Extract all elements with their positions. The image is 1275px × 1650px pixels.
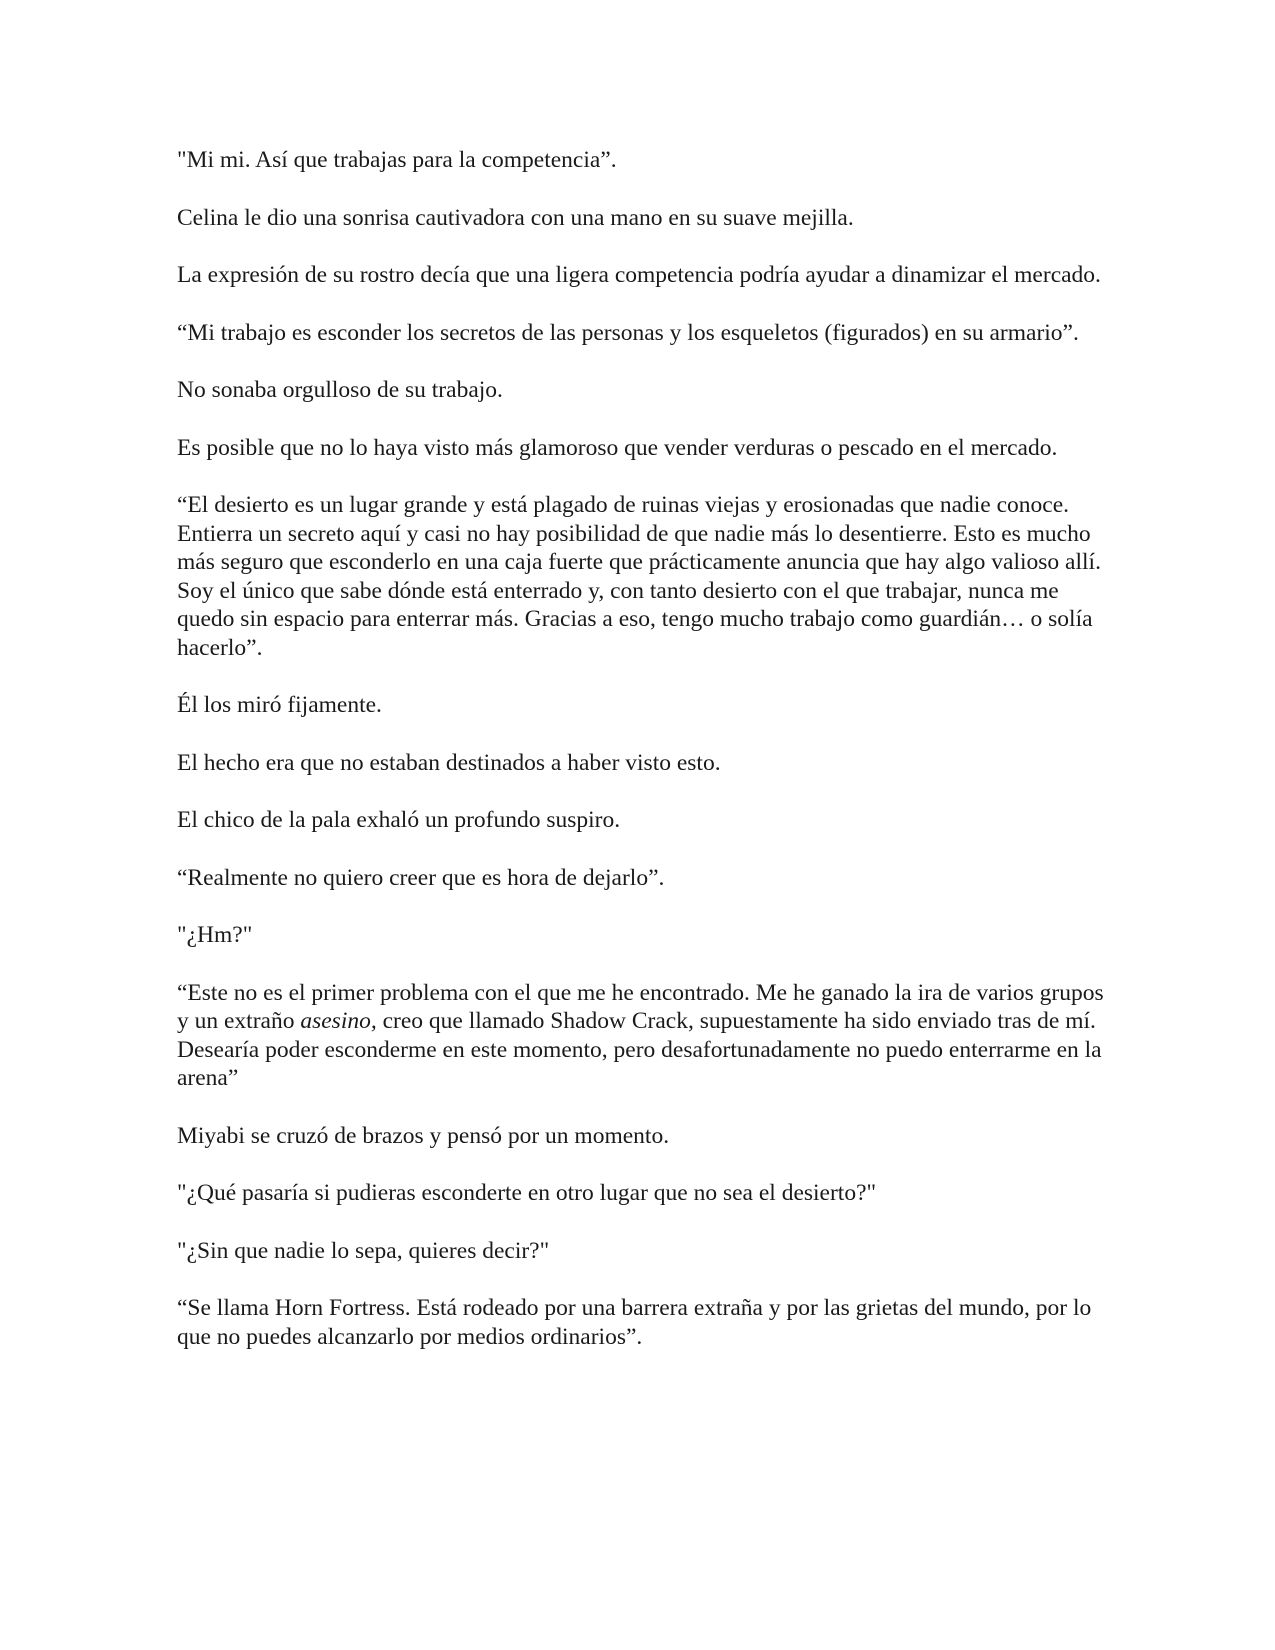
- paragraph: Él los miró fijamente.: [177, 692, 382, 718]
- paragraph: Celina le dio una sonrisa cautivadora con una mano en su suave mejilla.: [177, 204, 854, 231]
- paragraph: “Se llama Horn Fortress. Está rodeado por una barrera extraña y por las grietas del mundo, por lo que no puedes alcanzarlo por medios ordinarios”.: [177, 1295, 1092, 1350]
- paragraph: Es posible que no lo haya visto más glamoroso que vender verduras o pescado en el mercado.: [177, 434, 1058, 461]
- paragraph-text: “Este no es el primer problema con el que me he encontrado. Me he ganado la ira de varios grupos y un extraño: [177, 979, 1104, 1034]
- paragraph: "¿Sin que nadie lo sepa, quieres decir?": [177, 1237, 550, 1264]
- body-text: [177, 146, 1107, 1380]
- paragraph: “El desierto es un lugar grande y está plagado de ruinas viejas y erosionadas que nadie conoce. Entierra un secreto aquí y casi no hay posibilidad de que nadie más lo desentierre. Esto es mucho más seguro que esconderlo en una caja fuerte que prácticamente anuncia que hay algo valioso allí. Soy el único que sabe dónde está enterrado y, con tanto desierto con el que trabajar, nunca me quedo sin espacio para enterrar más. Gracias a eso, tengo mucho trabajo como guardián… o solía hacerlo”.: [177, 492, 1101, 661]
- paragraph: No sonaba orgulloso de su trabajo.: [177, 377, 503, 403]
- emphasis-text: asesino,: [300, 1008, 377, 1034]
- paragraph: La expresión de su rostro decía que una ligera competencia podría ayudar a dinamizar el mercado.: [177, 262, 1101, 288]
- paragraph: “Realmente no quiero creer que es hora de dejarlo”.: [177, 864, 665, 891]
- paragraph-text: creo que llamado Shadow Crack, supuestamente ha sido enviado tras de mí. Desearía poder esconderme en este momento, pero desafortunadamente no puedo enterrarme en la arena”: [177, 1008, 1102, 1091]
- paragraph: El chico de la pala exhaló un profundo suspiro.: [177, 807, 621, 833]
- paragraph: “Mi trabajo es esconder los secretos de las personas y los esqueletos (figurados) en su armario”.: [177, 319, 1079, 346]
- paragraph: El hecho era que no estaban destinados a haber visto esto.: [177, 749, 721, 776]
- paragraph: "¿Hm?": [177, 922, 253, 948]
- paragraph: Miyabi se cruzó de brazos y pensó por un momento.: [177, 1122, 670, 1149]
- paragraph-with-emphasis: [177, 979, 1107, 1093]
- paragraph: "¿Qué pasaría si pudieras esconderte en otro lugar que no sea el desierto?": [177, 1180, 877, 1206]
- paragraph: "Mi mi. Así que trabajas para la competencia”.: [177, 147, 617, 173]
